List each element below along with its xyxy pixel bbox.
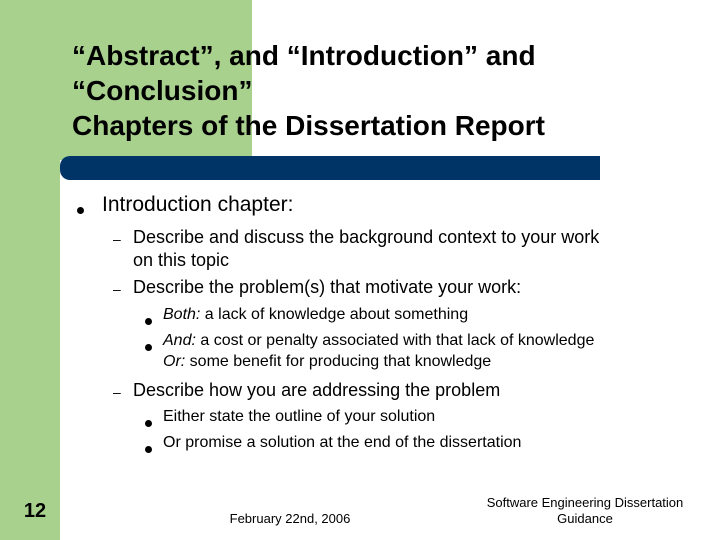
dash-icon: –	[113, 231, 121, 247]
sub-item-both-text: a lack of knowledge about something	[200, 306, 469, 323]
dash-icon: –	[113, 384, 121, 400]
bullet-dot-icon	[145, 312, 152, 330]
list-item-background	[133, 227, 599, 271]
bullet-dot-icon	[145, 440, 152, 458]
bullet-dot-icon	[77, 201, 84, 219]
bullet-dot-icon	[145, 338, 152, 356]
slide-title	[72, 38, 702, 143]
title-underline-bar	[60, 156, 600, 180]
sub-item-outline: Either state the outline of your solution	[163, 408, 436, 425]
sub-item-both	[163, 306, 468, 324]
sub-item-and-text: a cost or penalty associated with that lack of knowledge	[195, 332, 595, 349]
list-item-problem: Describe the problem(s) that motivate your work:	[133, 277, 522, 297]
footer-document-title	[460, 495, 710, 527]
dash-icon: –	[113, 281, 121, 297]
title-line-2: “Conclusion”	[72, 75, 253, 106]
sub-item-and	[163, 332, 594, 350]
sub-item-or	[163, 353, 491, 371]
sub-item-or-text: some benefit for producing that knowledge	[185, 353, 492, 370]
list-item-background-line2: on this topic	[133, 250, 230, 270]
list-item-background-line1: Describe and discuss the background context to your work	[133, 227, 600, 247]
sub-item-and-label: And:	[163, 332, 196, 349]
slide-number: 12	[23, 500, 47, 522]
sub-item-or-label: Or:	[163, 353, 186, 370]
footer-date: February 22nd, 2006	[229, 511, 351, 526]
bullet-dot-icon	[145, 414, 152, 432]
list-item-addressing: Describe how you are addressing the problem	[133, 380, 501, 400]
title-line-3: Chapters of the Dissertation Report	[72, 110, 545, 141]
footer-title-line2: Guidance	[557, 511, 613, 526]
sub-item-both-label: Both:	[163, 306, 201, 323]
title-line-1: “Abstract”, and “Introduction” and	[72, 40, 536, 71]
footer-title-line1: Software Engineering Dissertation	[486, 495, 684, 510]
intro-heading: Introduction chapter:	[102, 193, 294, 216]
sub-item-promise: Or promise a solution at the end of the dissertation	[163, 434, 522, 451]
